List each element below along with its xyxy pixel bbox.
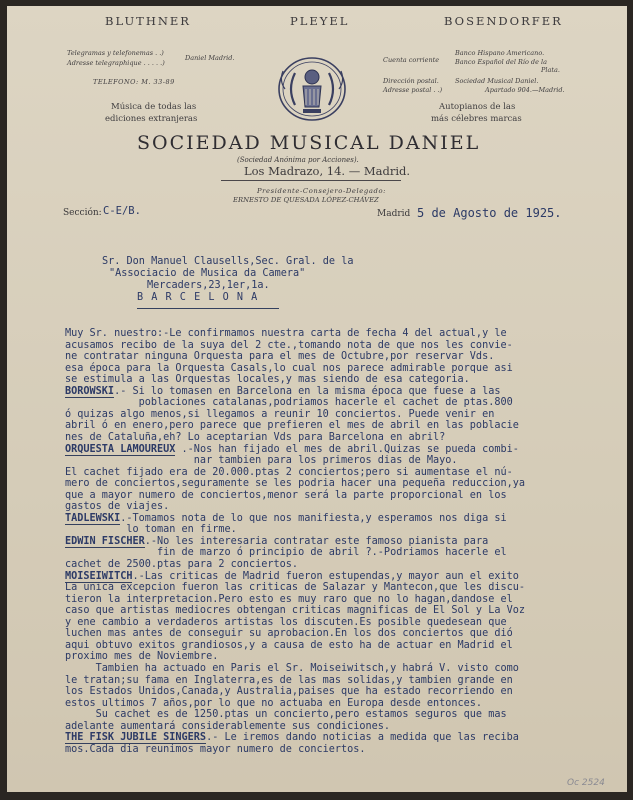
body-line (65, 340, 513, 351)
body-line (65, 617, 507, 628)
body-text: lo toman en firme. (65, 524, 237, 536)
section-heading: THE FISK JUBILE SINGERS (65, 732, 207, 744)
body-line (65, 547, 507, 558)
body-text: abril ó en enero,pero parece que prefieren el mes de abril en las poblacie (65, 420, 519, 432)
letter-date: 5 de Agosto de 1925. (417, 206, 562, 220)
right-tagline-1: Autopianos de las (439, 102, 516, 112)
telegrams-value: Daniel Madrid. (185, 54, 235, 62)
left-tagline-2: ediciones extranjeras (105, 114, 198, 124)
brand-bosendorfer: BOSENDORFER (444, 14, 563, 28)
section-label: Sección: (63, 208, 102, 218)
body-text: Muy Sr. nuestro:-Le confirmamos nuestra carta de fecha 4 del actual,y le (65, 328, 507, 339)
body-line (65, 432, 445, 443)
body-line (65, 409, 494, 420)
body-text: Tambien ha actuado en Paris el Sr. Moiseiwitsch,y habrá V. visto como (65, 662, 519, 674)
body-line (65, 559, 298, 570)
body-line (65, 374, 470, 385)
body-line (65, 455, 458, 466)
body-line (65, 397, 513, 408)
body-line (65, 605, 525, 616)
body-text: El cachet fijado era de 20.000.ptas 2 conciertos;pero si aumentase el nú- (65, 466, 513, 478)
postal-label-2: Adresse postal . .) (383, 86, 443, 94)
body-text: se estimula a las Orquestas locales,y mas siendo de esa categoria. (65, 374, 470, 386)
body-line (65, 698, 482, 709)
body-line (65, 571, 519, 582)
body-text: fin de marzo ó principio de abril ?.-Podriamos hacerle el (65, 547, 507, 559)
bank-label: Cuenta corriente (383, 56, 440, 64)
body-text: Su cachet es de 1250.ptas un concierto,pero estamos seguros que mas (65, 709, 507, 721)
body-line (65, 478, 525, 489)
body-text: .- Le iremos dando noticias a medida que las reciba (206, 732, 519, 744)
bank-value-1: Banco Hispano Americano. (455, 49, 545, 57)
director-label: Presidente-Consejero-Delegado: (257, 187, 387, 195)
body-text: y ene cambio a verdaderos artistas los discuten.Es posible quedesean que (65, 616, 507, 628)
body-text: aqui obtuvo exitos grandiosos,y a causa de esto ha de actuar en Madrid el (65, 639, 513, 651)
body-line (65, 721, 390, 732)
telegraphic-label: Adresse telegraphique . . . . .) (67, 59, 165, 67)
body-text: proximo mes de Noviembre. (65, 651, 219, 663)
recipient-line: B A R C E L O N A (137, 292, 259, 303)
body-line (65, 328, 507, 339)
body-text: le tratan;su fama en Inglaterra,es de las mas solidas,y tambien grande en (65, 674, 513, 686)
recipient-line: "Associacio de Musica da Camera" (109, 268, 306, 279)
body-line (65, 675, 513, 686)
recipient-line: Sr. Don Manuel Clausells,Sec. Gral. de la (102, 256, 354, 267)
body-text: acusamos recibo de la suya del 2 cte.,tomando nota de que nos les convie- (65, 339, 513, 351)
body-line (65, 744, 366, 755)
body-text: mos.Cada dia reunimos mayor numero de conciertos. (65, 743, 366, 755)
company-name: SOCIEDAD MUSICAL DANIEL (137, 132, 481, 154)
bank-value-2: Banco Español del Río de la (455, 58, 547, 66)
body-text: ó quizas algo menos,si llegamos a reunir 10 conciertos. Puede venir en (65, 408, 495, 420)
section-heading: BOROWSKI (65, 385, 115, 397)
recipient-line: Mercaders,23,1er,1a. (147, 280, 270, 291)
section-heading: EDWIN FISCHER (65, 535, 145, 547)
section-heading: TADLEWSKI (65, 512, 121, 524)
body-text: caso que artistas mediocres obtengan criticas magnificas de El Sol y La Voz (65, 605, 526, 617)
company-subtitle: (Sociedad Anónima por Acciones). (237, 156, 359, 164)
body-text: gastos de viajes. (65, 501, 170, 513)
body-text: los Estados Unidos,Canada,y Australia,paises que ha estado recorriendo en (65, 686, 513, 698)
brand-pleyel: PLEYEL (290, 14, 350, 28)
body-text: .-Nos han fijado el mes de abril.Quizas se pueda combi- (175, 443, 519, 455)
brand-bluthner: BLUTHNER (105, 14, 191, 28)
body-line (65, 501, 169, 512)
right-tagline-2: más célebres marcas (431, 114, 522, 124)
body-line (65, 732, 519, 743)
date-prefix: Madrid (377, 209, 411, 219)
body-text: .-Tomamos nota de lo que nos manifiesta,y esperamos nos diga si (120, 512, 507, 524)
body-line (65, 640, 513, 651)
body-text: ne contratar ninguna Orquesta para el mes de Octubre,por reservar Vds. (65, 351, 495, 363)
director-name: ERNESTO DE QUESADA LÓPEZ-CHÁVEZ (233, 196, 379, 204)
section-heading: MOISEIWITCH (65, 570, 133, 582)
body-text: .- Si lo tomasen en Barcelona en la misma época que fuese a las (114, 385, 501, 397)
body-text: nar tambien para los primeros dias de Mayo. (65, 455, 458, 467)
body-text: esa época para la Orquesta Casals,lo cual nos parece admirable porque asi (65, 362, 513, 374)
left-tagline-1: Música de todas las (111, 102, 197, 112)
body-line (65, 524, 237, 535)
body-line (65, 351, 494, 362)
body-text: .-Las criticas de Madrid fueron estupendas,y mayor aun el exito (132, 570, 519, 582)
body-text: La unica excepcion fueron las criticas de Salazar y Mantecon,que les discu- (65, 582, 526, 594)
bank-value-3: Plata. (541, 66, 560, 74)
body-line (65, 628, 513, 639)
body-line (65, 594, 513, 605)
section-heading: ORQUESTA LAMOUREUX (65, 443, 176, 455)
archive-mark: Oc 2524 (567, 778, 605, 788)
lyre-emblem-icon (273, 53, 351, 125)
address-rule (221, 180, 401, 181)
recipient-rule (137, 308, 279, 309)
body-line (65, 444, 519, 455)
body-text: tieron la interpretacion.Pero esto es muy raro que no lo hagan,dandose el (65, 593, 513, 605)
body-line (65, 582, 525, 593)
body-line (65, 651, 218, 662)
body-text: cachet de 2500.ptas para 2 conciertos. (65, 559, 299, 570)
body-line (65, 467, 513, 478)
body-text: que a mayor numero de conciertos,menor será la parte proporcional en los (65, 489, 507, 501)
postal-value-2: Apartado 904.—Madrid. (485, 86, 565, 94)
body-text: adelante aumentará considerablemente sus condiciones. (65, 720, 391, 732)
body-line (65, 490, 507, 501)
body-line (65, 513, 507, 524)
body-text: poblaciones catalanas,podriamos hacerle el cachet de ptas.800 (65, 397, 513, 409)
body-line (65, 663, 519, 674)
body-text: mero de conciertos,seguramente se les podria hacer una pequeña reduccion,ya (65, 478, 526, 490)
phone: TELEFONO: M. 33-89 (93, 78, 175, 86)
letter-page (7, 6, 627, 792)
postal-value: Sociedad Musical Daniel. (455, 77, 539, 85)
telegrams-label: Telegramas y telefonemas . .) (67, 49, 164, 57)
body-line (65, 420, 519, 431)
postal-label: Dirección postal. (383, 77, 439, 85)
body-text: luchen mas antes de conseguir su aprobacion.En los dos conciertos que dió (65, 628, 513, 640)
body-line (65, 709, 507, 720)
body-text: .-No les interesaria contratar este famoso pianista para (144, 535, 489, 547)
body-line (65, 386, 500, 397)
body-line (65, 686, 513, 697)
body-text: nes de Cataluña,eh? Lo aceptarian Vds para Barcelona en abril? (65, 431, 446, 443)
body-line (65, 363, 513, 374)
company-address: Los Madrazo, 14. — Madrid. (244, 164, 411, 178)
body-line (65, 536, 488, 547)
section-value: C-E/B. (103, 205, 141, 217)
body-text: estos ultimos 7 años,por lo que no actuaba en Europa desde entonces. (65, 697, 483, 709)
